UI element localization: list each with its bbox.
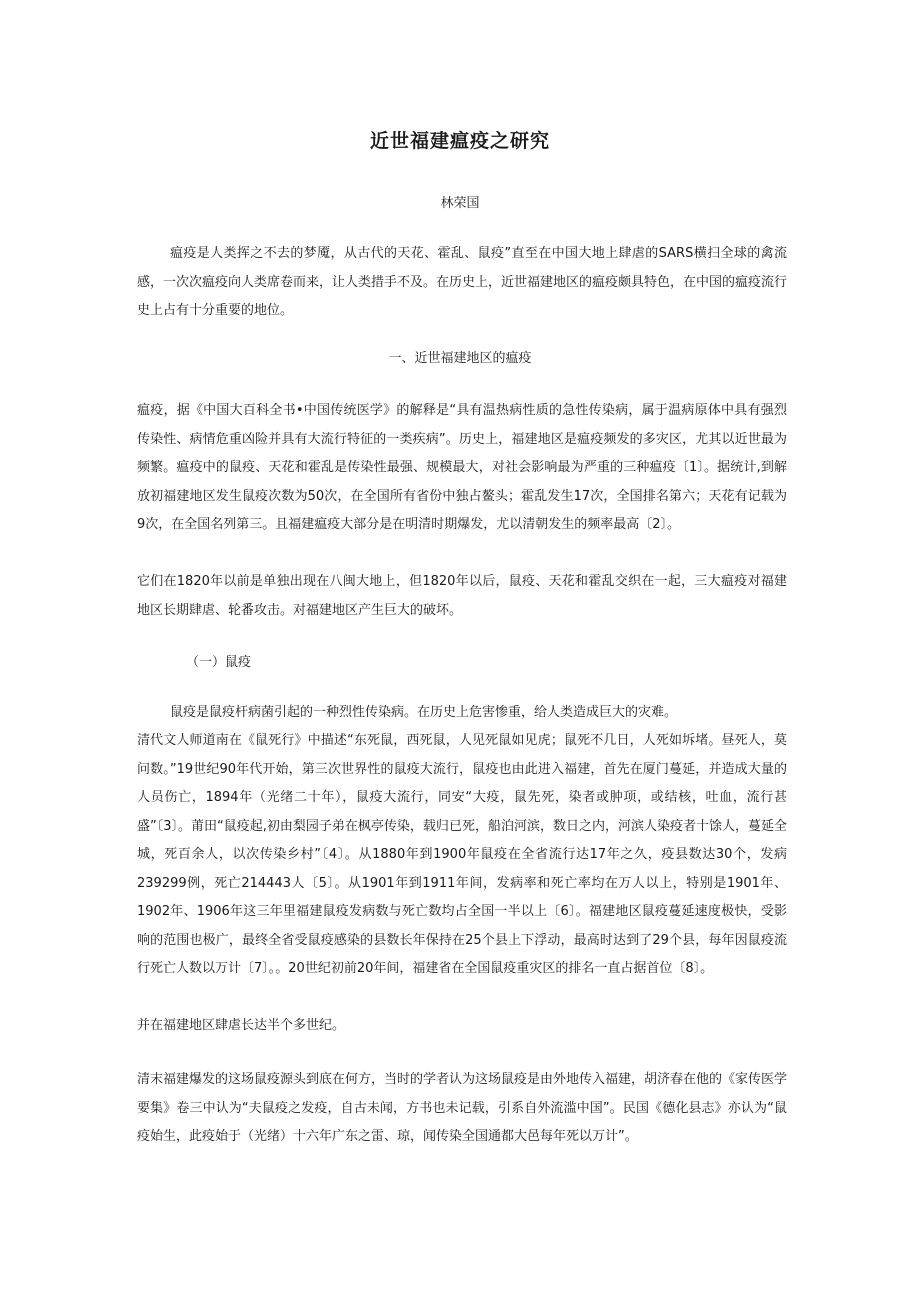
section-heading: 一、近世福建地区的瘟疫 — [388, 351, 532, 366]
document-title: 近世福建瘟疫之研究 — [369, 130, 550, 152]
sub-heading: （一）鼠疫 — [186, 655, 252, 670]
intro-paragraph: 瘟疫是人类挥之不去的梦魇，从古代的天花、霍乱、鼠疫”直至在中国大地上肆虐的SARS横扫全球的禽流感，一次次瘟疫向人类席卷而来，让人类措手不及。在历史上，近世福建地区的瘟疫颇具特色，在中国的瘟疫流行史上占有十分重要的地位。 — [137, 246, 788, 318]
body-paragraph: 瘟疫，据《中国大百科全书•中国传统医学》的解释是“具有温热病性质的急性传染病，属于温病原体中具有强烈传染性、病情危重凶险并具有大流行特征的一类疾病”。历史上，福建地区是瘟疫频发的多灾区，尤其以近世最为频繁。瘟疫中的鼠疫、天花和霍乱是传染性最强、规模最大，对社会影响最为严重的三种瘟疫〔1〕。据统计,到解放初福建地区发生鼠疫次数为50次，在全国所有省份中独占鳌头；霍乱发生17次，全国排名第六；天花有记载为9次，在全国名列第三。且福建瘟疫大部分是在明清时期爆发，尤以清朝发生的频率最高〔2〕。 — [137, 403, 787, 532]
body-paragraph: 清末福建爆发的这场鼠疫源头到底在何方，当时的学者认为这场鼠疫是由外地传入福建，胡济春在他的《家传医学要集》卷三中认为“夫鼠疫之发疫，自古未闻，方书也未记载，引系自外流滥中国”。民国《德化县志》亦认为“鼠疫始生，此疫始于（光绪）十六年广东之雷、琼，闻传染全国通都大邑每年死以万计”。 — [137, 1072, 788, 1144]
body-paragraph: 鼠疫是鼠疫杆病菌引起的一种烈性传染病。在历史上危害惨重，给人类造成巨大的灾难。 — [170, 705, 678, 720]
document-author: 林荣国 — [440, 196, 480, 211]
body-paragraph: 并在福建地区肆虐长达半个多世纪。 — [137, 1018, 346, 1033]
body-paragraph: 清代文人师道南在《鼠死行》中描述“东死鼠，西死鼠，人见死鼠如见虎；鼠死不几日，人死如坼堵。昼死人，莫问数。”19世纪90年代开始，第三次世界性的鼠疫大流行，鼠疫也由此进入福建，首先在厦门蔓延，并造成大量的人员伤亡，1894年（光绪二十年），鼠疫大流行，同安“大疫，鼠先死，染者或肿项，或结核，吐血，流行甚盛”〔3〕。莆田“鼠疫起,初由梨园子弟在枫亭传染，载归已死，船泊河滨，数日之内，河滨人染疫者十馀人，蔓延全城，死百余人，以次传染乡村”〔4〕。从1880年到1900年鼠疫在全省流行达17年之久，疫县数达30个，发病239299例，死亡214443人〔5〕。从1901年到1911年间，发病率和死亡率均在万人以上，特别是1901年、1902年、1906年这三年里福建鼠疫发病数与死亡数均占全国一半以上〔6〕。福建地区鼠疫蔓延速度极快，受影响的范围也极广，最终全省受鼠疫感染的县数长年保持在25个县上下浮动，最高时达到了29个县，每年因鼠疫流行死亡人数以万计〔7〕。。20世纪初前20年间，福建省在全国鼠疫重灾区的排名一直占据首位〔8〕。 — [137, 733, 787, 976]
body-paragraph: 它们在1820年以前是单独出现在八闽大地上，但1820年以后，鼠疫、天花和霍乱交织在一起，三大瘟疫对福建地区长期肆虐、轮番攻击。对福建地区产生巨大的破坏。 — [137, 574, 787, 618]
